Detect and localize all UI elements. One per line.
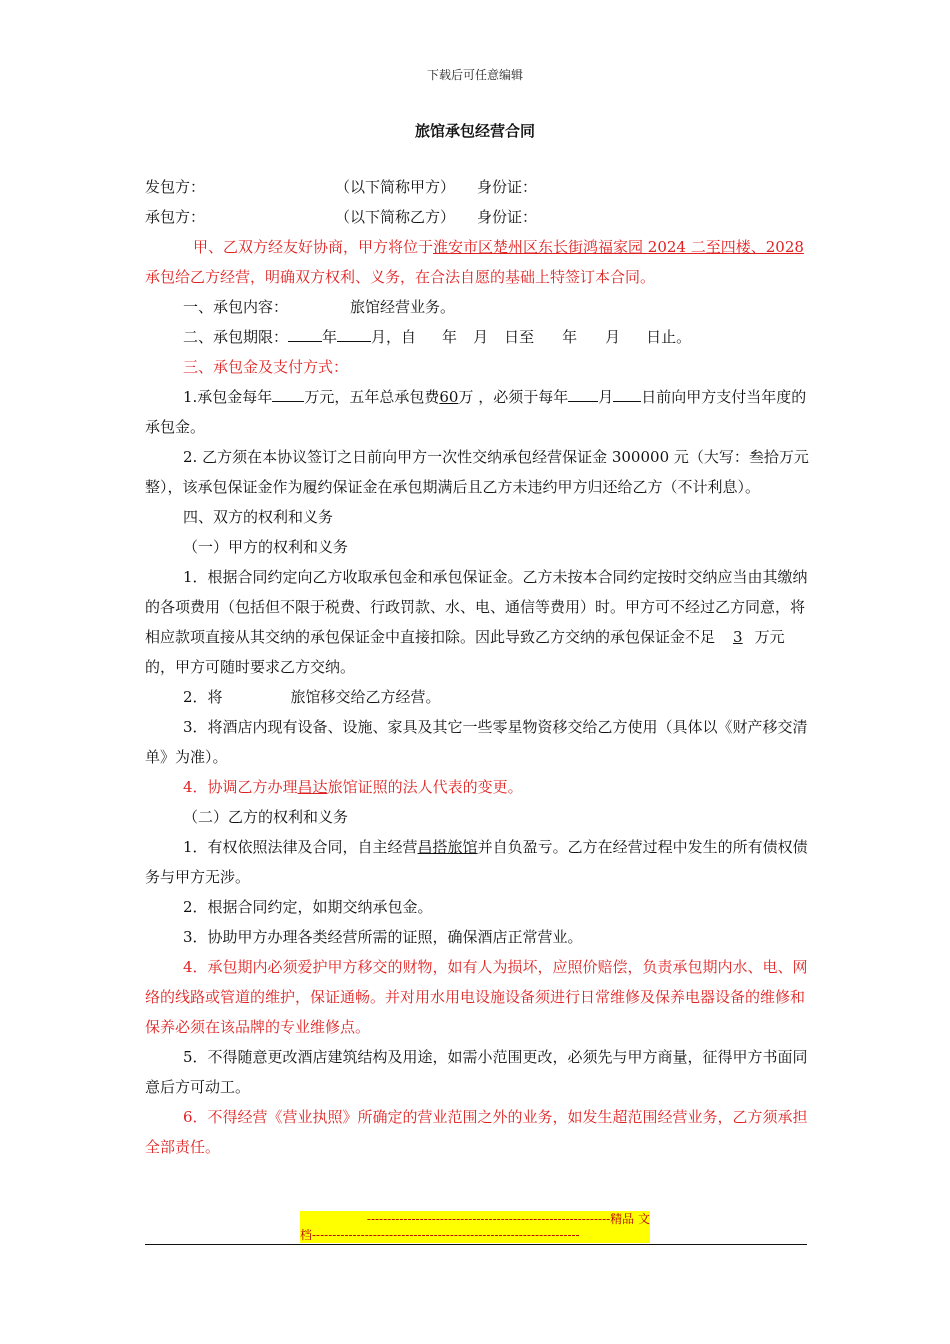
clause-a2 (145, 682, 810, 712)
footer-line-1 (300, 1211, 650, 1227)
footer-highlight (300, 1211, 650, 1243)
clause-3-1-text-c: 万 ，必须于每年 (458, 388, 569, 406)
clause-a1-text-b: 万元的，甲方可随时要求乙方交纳。 (145, 628, 785, 676)
section-2-label: 二、承包期限： (183, 328, 289, 346)
clause-a1-text-a: 1．根据合同约定向乙方收取承包金和承包保证金。乙方未按本合同约定按时交纳应当由其缴纳的各项费用（包括但不限于税费、行政罚款、水、电、通信等费用）时。甲方可不经过乙方同意，将相应款项直接从其交纳的承包保证金中直接扣除。因此导致乙方交纳的承包保证金不足 (145, 568, 808, 646)
contract-title: 旅馆承包经营合同 (414, 122, 535, 140)
clause-3-1-text-a: 1.承包金每年 (183, 388, 273, 406)
clause-b6: 6．不得经营《营业执照》所确定的营业范围之外的业务，如发生超范围经营业务，乙方须承担全部责任。 (145, 1108, 808, 1156)
clause-3-1-text-e: 日前向甲方支付当年度的承包金。 (145, 388, 807, 436)
section-4a-heading: （一）甲方的权利和义务 (183, 538, 349, 556)
lessee-alias: （以下简称乙方） (335, 208, 456, 226)
clause-b1 (145, 832, 810, 892)
section-1-label: 一、承包内容： (183, 298, 289, 316)
clause-a1 (145, 562, 810, 682)
clause-b5: 5．不得随意更改酒店建筑结构及用途，如需小范围更改，必须先与甲方商量，征得甲方书面同意后方可动工。 (145, 1048, 808, 1096)
footer-line-2 (300, 1227, 650, 1243)
clause-a4 (145, 772, 810, 802)
clause-a4-text-b: 旅馆证照的法人代表的变更。 (327, 778, 523, 796)
start-month: 月 (473, 328, 489, 346)
section-2 (145, 322, 810, 352)
hotel-name-changda: 昌达 (297, 778, 328, 796)
clause-b1-text-b: 并自负盈亏。乙方在经营过程中发生的所有债权债务与甲方无涉。 (145, 838, 808, 886)
section-4-heading: 四、双方的权利和义务 (183, 508, 334, 526)
header-note: 下载后可任意编辑 (426, 68, 523, 82)
footer-rule (145, 1244, 807, 1245)
clause-a2-text-a: 2．将 (183, 688, 223, 706)
deposit-min-amount (715, 628, 755, 646)
clause-b3: 3．协助甲方办理各类经营所需的证照，确保酒店正常营业。 (183, 928, 583, 946)
clause-b1-text-a: 1．有权依照法律及合同，自主经营 (183, 838, 418, 856)
clause-3-2: 2. 乙方须在本协议签订之日前向甲方一次性交纳承包经营保证金 300000 元（大写：叁拾万元整），该承包保证金作为履约保证金在承包期满后且乙方未违约甲方归还给乙方（不计利息）。 (145, 448, 809, 496)
section-4b-heading: （二）乙方的权利和义务 (183, 808, 349, 826)
clause-3-1-text-b: 万元，五年总承包费 (304, 388, 440, 406)
clause-b4: 4．承包期内必须爱护甲方移交的财物，如有人为损坏，应照价赔偿，负责承包期内水、电、网络的线路或管道的维护，保证通畅。并对用水用电设施设备须进行日常维修及保养电器设备的维修和保养必须在该品牌的专业维修点。 (145, 958, 808, 1036)
blank-months (337, 323, 371, 342)
end-day: 日止。 (646, 328, 692, 346)
lessee-id-label: 身份证： (477, 208, 538, 226)
footer-text-2: 档------------------------------------------------------------------ (300, 1228, 580, 1242)
section-1-value: 旅馆经营业务。 (350, 298, 456, 316)
clause-3-1-text-d: 月 (598, 388, 614, 406)
end-year: 年 (562, 328, 578, 346)
clause-a4-text-a: 4．协调乙方办理 (183, 778, 298, 796)
blank-pay-month (568, 383, 598, 402)
lessee-line (145, 202, 810, 232)
total-fee-value: 60 (439, 388, 459, 406)
end-month: 月 (605, 328, 621, 346)
blank-pay-day (613, 383, 641, 402)
hotel-name-changda-2: 昌搭旅馆 (417, 838, 478, 856)
start-day-to: 日至 (504, 328, 535, 346)
footer-text-1: ------------------------------------------------------------精品 文 (366, 1212, 650, 1226)
clause-b2: 2．根据合同约定，如期交纳承包金。 (183, 898, 433, 916)
lessor-alias: （以下简称甲方） (335, 178, 456, 196)
intro-text-a: 甲、乙双方经友好协商，甲方将位于 (193, 238, 434, 256)
contract-body (145, 172, 810, 1162)
property-address: 淮安市区楚州区东长街鸿福家园 2024 二至四楼、2028 (433, 238, 804, 256)
term-year-unit: 年 (322, 328, 338, 346)
blank-annual-amount (272, 383, 304, 402)
lessee-label: 承包方： (145, 208, 206, 226)
blank-years (288, 323, 322, 342)
deposit-min-value: 3 (733, 628, 743, 646)
lessor-label: 发包方： (145, 178, 206, 196)
clause-3-1 (145, 382, 810, 442)
clause-a3: 3．将酒店内现有设备、设施、家具及其它一些零星物资移交给乙方使用（具体以《财产移交清单》为准）。 (145, 718, 808, 766)
intro-text-b: 承包给乙方经营，明确双方权利、义务，在合法自愿的基础上特签订本合同。 (145, 268, 656, 286)
term-month-from: 月，自 (371, 328, 417, 346)
clause-a2-text-b: 旅馆移交给乙方经营。 (290, 688, 441, 706)
lessor-id-label: 身份证： (477, 178, 538, 196)
section-3-heading: 三、承包金及支付方式： (183, 358, 349, 376)
start-year: 年 (442, 328, 458, 346)
lessor-line (145, 172, 810, 202)
intro-paragraph (145, 232, 810, 292)
section-1 (145, 292, 810, 322)
